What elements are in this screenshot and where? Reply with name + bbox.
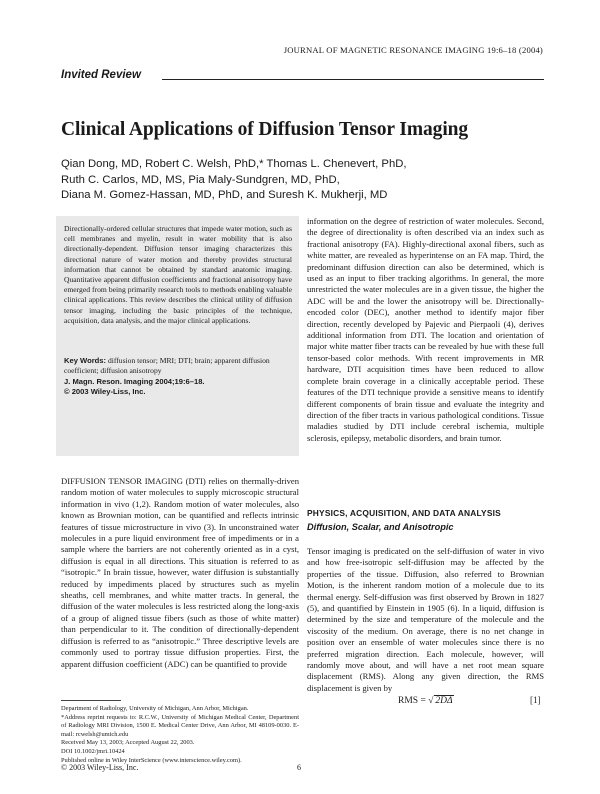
footnote-rule [61, 700, 121, 701]
abstract-copyright: © 2003 Wiley-Liss, Inc. [64, 387, 146, 397]
equation-radicand: 2DΔ [435, 696, 453, 706]
keywords [64, 356, 292, 376]
subsection-heading: Diffusion, Scalar, and Anisotropic [307, 522, 454, 532]
equation-number: [1] [530, 695, 541, 705]
section-heading: PHYSICS, ACQUISITION, AND DATA ANALYSIS [307, 508, 501, 518]
equation-lhs: RMS = [398, 696, 429, 706]
footnote: Received May 13, 2003; Accepted August 22, 2003. [61, 739, 195, 747]
equation [398, 695, 454, 706]
body-column-right-bottom: Tensor imaging is predicated on the self-diffusion of water in vivo and how free-isotropic self-diffusion may be affected by the properties of the tissue. Diffusion, also referred to Brownian Motion, is the inherent random motion of a molecule due to its thermal energy. Self-diffusion was first observed by Brown in 1827 (5), and quantified by Einstein in 1905 (6). In a liquid, diffusion is determined by the size and temperature of the molecule and the viscosity of the medium. On average, there is no net change in position over an ensemble of water molecules since there is no preferred migration direction. Each molecule, however, will randomly move about, and will have a net root mean square displacement (RMS). Along any given direction, the RMS displacement is given by [307, 546, 544, 693]
journal-running-header: JOURNAL OF MAGNETIC RESONANCE IMAGING 19:6–18 (2004) [283, 45, 543, 55]
footnote: Published online in Wiley InterScience (www.interscience.wiley.com). [61, 756, 242, 764]
body-column-right-top: information on the degree of restriction of water molecules. Second, the degree of directionality is often described via an index such as fractional anisotropy (FA). Highly-directional axonal fibers, such as white matter, are revealed as hyperintense on an FA map. Third, the predominant diffusion direction can also be determined, which is used as an input to fiber tracking algorithms. In general, the more unrestricted the water molecules are in a given tissue, the higher the ADC will be and the lower the anisotropy will be. Directionally-encoded color (DEC), another method to identify major fiber direction, recently developed by Pajevic and Pierpaoli (4), derives additional information from DTI. The location and orientation of major white matter fiber tracts can be revealed by hue with these full tensor-based color methods. With recent improvements in MR hardware, DTI acquisition times have been reduced to allow complete brain coverage in a clinically acceptable period. These features of the DTI technique provide a sensitive means to identify different components of brain tissue and evaluate the integrity and direction of the fiber tracts in various pathological conditions. Tissue maladies studied by DTI include cerebral ischemia, multiple sclerosis, epilepsy, metabolic disorders, and brain tumor. [307, 216, 544, 443]
author-line: Diana M. Gomez-Hassan, MD, PhD, and Suresh K. Mukherji, MD [61, 189, 388, 201]
author-list [61, 157, 407, 204]
section-label: Invited Review [61, 69, 141, 81]
footnote: DOI 10.1002/jmri.10424 [61, 747, 125, 755]
article-title: Clinical Applications of Diffusion Tensor Imaging [61, 119, 469, 140]
footnotes [61, 705, 299, 765]
abstract-text: Directionally-ordered cellular structures that impede water motion, such as cell membranes and myelin, result in water mobility that is also directionally-dependent. Diffusion tensor imaging characterizes this directional nature of water motion and thereby provides structural information that cannot be obtained by standard anatomic imaging. Quantitative apparent diffusion coefficients and fractional anisotropy have emerged from being primarily research tools to methods enabling valuable clinical applications. This review describes the clinical utility of diffusion tensor imaging, including the basic principles of the technique, acquisition, data analysis, and the major clinical applications. [64, 224, 292, 325]
footnote: Department of Radiology, University of Michigan, Ann Arbor, Michigan. [61, 705, 249, 712]
sqrt-symbol: √ [428, 696, 434, 706]
keywords-text: diffusion tensor; MRI; DTI; brain; apparent diffusion coefficient; diffusion anisotropy [64, 356, 270, 376]
body-column-left: DIFFUSION TENSOR IMAGING (DTI) relies on thermally-driven random motion of water molecules to supply microscopic structural information in vivo (1,2). Random motion of water molecules, also known as Brownian motion, can be quantified and reflects intrinsic features of tissue microstructure in vivo (3). In unconstrained water molecules in a pure liquid environment free of impediments or in a sample where the barriers are not coherently oriented as in a cyst, diffusion is equal in all directions. This situation is referred to as “isotropic.” In brain tissue, however, water diffusion is substantially reduced by impediments placed by structures such as myelin sheaths, cell membranes, and white matter tracts. In general, the diffusion of the water molecules is less restricted along the long-axis of a group of aligned tissue fibers (such as those of white matter) than perpendicular to it. The condition of directionally-dependent diffusion is referred to as “anisotropic.” Three descriptive levels are commonly used to portray tissue diffusion properties. First, the apparent diffusion coefficient (ADC) can be quantified to provide [61, 476, 299, 669]
author-line: Ruth C. Carlos, MD, MS, Pia Maly-Sundgren, MD, PhD, [61, 173, 340, 186]
page-number: 6 [297, 763, 301, 772]
footnote: *Address reprint requests to: R.C.W., University of Michigan Medical Center, Department of Radiology MRI Division, 1500 E. Medical Center Drive, Ann Arbor, MI 48109-0030. E-mail: rcwelsh@umich.edu [61, 713, 299, 738]
author-line: Qian Dong, MD, Robert C. Welsh, PhD,* Thomas L. Chenevert, PhD, [61, 158, 407, 170]
keywords-label: Key Words: [64, 356, 107, 365]
citation-block [64, 377, 292, 397]
section-rule [162, 79, 544, 80]
citation: J. Magn. Reson. Imaging 2004;19:6–18. [64, 377, 205, 386]
footer-copyright: © 2003 Wiley-Liss, Inc. [61, 763, 139, 772]
